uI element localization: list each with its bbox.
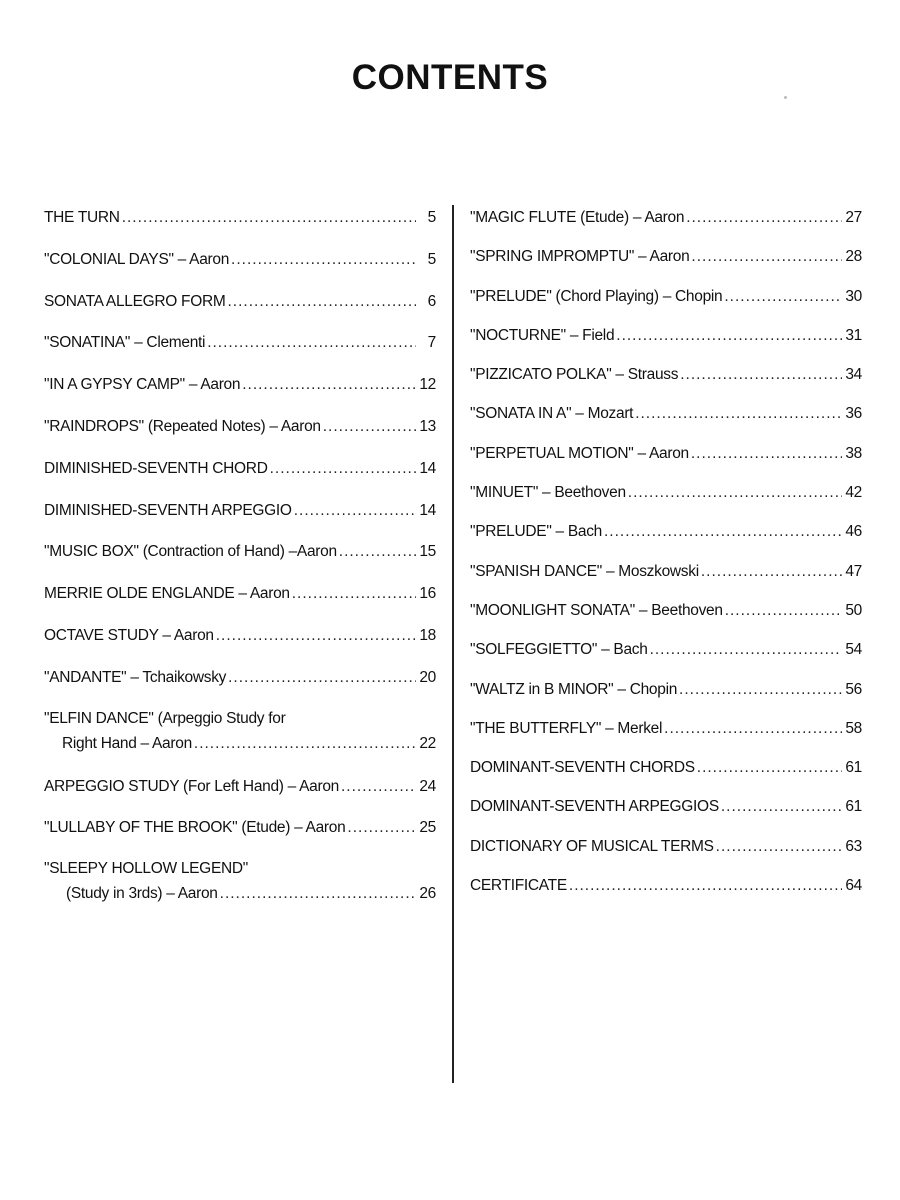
entry-title: "NOCTURNE" – Field (470, 326, 615, 344)
dot-leader (207, 330, 416, 356)
dot-leader (680, 362, 842, 388)
toc-entry[interactable] (470, 480, 862, 519)
page-number: 15 (419, 543, 436, 561)
page-number: 26 (419, 885, 436, 903)
toc-entry[interactable] (470, 755, 862, 794)
entry-title: "MOONLIGHT SONATA" – Beethoven (470, 601, 723, 619)
page-number: 42 (845, 484, 862, 502)
toc-entry[interactable] (44, 774, 436, 816)
toc-entry[interactable] (470, 401, 862, 440)
dot-leader (725, 598, 842, 624)
page-number: 24 (419, 777, 436, 795)
entry-title: "PRELUDE" (Chord Playing) – Chopin (470, 287, 723, 305)
entry-title: "PIZZICATO POLKA" – Strauss (470, 366, 679, 384)
toc-entry[interactable] (44, 247, 436, 289)
page-number: 12 (419, 376, 436, 394)
dot-leader (294, 498, 416, 524)
toc-entry[interactable] (44, 707, 436, 774)
toc-entry[interactable] (470, 716, 862, 755)
entry-title: "IN A GYPSY CAMP" – Aaron (44, 376, 241, 394)
dot-leader (650, 637, 842, 663)
dot-leader (231, 247, 416, 273)
entry-title: "PRELUDE" – Bach (470, 523, 602, 541)
page-number: 50 (845, 601, 862, 619)
page-number: 61 (845, 759, 862, 777)
page-number: 58 (845, 719, 862, 737)
page-title: CONTENTS (351, 58, 549, 97)
page-number: 14 (419, 501, 436, 519)
page-number: 61 (845, 798, 862, 816)
dot-leader (194, 731, 416, 757)
entry-title: MERRIE OLDE ENGLANDE – Aaron (44, 585, 290, 603)
dot-leader (242, 372, 416, 398)
toc-entry[interactable] (44, 205, 436, 247)
page-number: 5 (427, 250, 436, 268)
entry-title: (Study in 3rds) – Aaron (66, 885, 218, 903)
toc-entry[interactable] (44, 623, 436, 665)
toc-entry[interactable] (470, 559, 862, 598)
contents-left-column (44, 205, 436, 924)
dot-leader (341, 774, 416, 800)
entry-title: DICTIONARY OF MUSICAL TERMS (470, 837, 714, 855)
scan-speck (784, 96, 787, 99)
entry-title: "THE BUTTERFLY" – Merkel (470, 719, 663, 737)
toc-entry[interactable] (470, 519, 862, 558)
toc-entry[interactable] (470, 637, 862, 676)
dot-leader (724, 284, 842, 310)
entry-title: DIMINISHED-SEVENTH ARPEGGIO (44, 501, 292, 519)
toc-entry[interactable] (44, 857, 436, 924)
page-number: 28 (845, 248, 862, 266)
dot-leader (228, 289, 417, 315)
entry-title: DIMINISHED-SEVENTH CHORD (44, 459, 268, 477)
page-number: 31 (845, 326, 862, 344)
page-number: 18 (419, 626, 436, 644)
dot-leader (323, 414, 416, 440)
page-number: 36 (845, 405, 862, 423)
page-number: 27 (845, 209, 862, 226)
page-number: 46 (845, 523, 862, 541)
toc-entry[interactable] (44, 414, 436, 456)
toc-entry[interactable] (470, 441, 862, 480)
toc-entry[interactable] (44, 456, 436, 498)
dot-leader (347, 815, 416, 841)
entry-title: OCTAVE STUDY – Aaron (44, 626, 214, 644)
dot-leader (292, 581, 416, 607)
entry-title: "SONATA IN A" – Mozart (470, 405, 634, 423)
dot-leader (679, 677, 842, 703)
dot-leader (220, 881, 416, 907)
page-number: 14 (419, 459, 436, 477)
entry-title: "WALTZ in B MINOR" – Chopin (470, 680, 678, 698)
page-number: 22 (419, 734, 436, 752)
entry-title: "ANDANTE" – Tchaikowsky (44, 668, 227, 686)
page-number: 6 (427, 292, 436, 310)
page-number: 16 (419, 585, 436, 603)
dot-leader (691, 441, 842, 467)
toc-entry[interactable] (470, 873, 862, 912)
page-number: 7 (427, 334, 436, 352)
entry-title: Right Hand – Aaron (62, 734, 192, 752)
toc-entry[interactable] (44, 815, 436, 857)
page-number: 13 (419, 417, 436, 435)
toc-entry[interactable] (44, 539, 436, 581)
column-divider (452, 205, 454, 1083)
dot-leader (686, 205, 842, 231)
page-number: 63 (845, 837, 862, 855)
page-number: 20 (419, 668, 436, 686)
dot-leader (122, 205, 416, 231)
toc-entry[interactable] (470, 284, 862, 323)
entry-title: "SONATINA" – Clementi (44, 334, 206, 352)
dot-leader (697, 755, 842, 781)
toc-entry[interactable] (470, 677, 862, 716)
toc-entry[interactable] (470, 794, 862, 833)
entry-title: "SPRING IMPROMPTU" – Aaron (470, 248, 690, 266)
contents-right-column (470, 205, 862, 912)
toc-entry[interactable] (44, 372, 436, 414)
toc-entry[interactable] (44, 330, 436, 372)
page-number: 38 (845, 444, 862, 462)
dot-leader (569, 873, 842, 899)
toc-entry[interactable] (470, 205, 862, 244)
toc-entry[interactable] (470, 834, 862, 873)
toc-entry[interactable] (44, 665, 436, 707)
toc-entry[interactable] (470, 244, 862, 283)
page-number: 54 (845, 641, 862, 659)
dot-leader (216, 623, 416, 649)
page-number: 64 (845, 877, 862, 895)
entry-title: "PERPETUAL MOTION" – Aaron (470, 444, 689, 462)
page-number: 30 (845, 287, 862, 305)
toc-entry[interactable] (44, 498, 436, 540)
dot-leader (616, 323, 842, 349)
entry-title: "LULLABY OF THE BROOK" (Etude) – Aaron (44, 819, 346, 837)
dot-leader (270, 456, 416, 482)
dot-leader (604, 519, 842, 545)
dot-leader (339, 539, 416, 565)
dot-leader (628, 480, 842, 506)
entry-title: SONATA ALLEGRO FORM (44, 292, 226, 310)
entry-title: "SPANISH DANCE" – Moszkowski (470, 562, 699, 580)
entry-title: DOMINANT-SEVENTH ARPEGGIOS (470, 798, 719, 816)
page-number: 47 (845, 562, 862, 580)
dot-leader (691, 244, 842, 270)
toc-entry[interactable] (44, 289, 436, 331)
entry-title: CERTIFICATE (470, 877, 567, 895)
entry-title: "SOLFEGGIETTO" – Bach (470, 641, 648, 659)
entry-title: "MINUET" – Beethoven (470, 484, 626, 502)
page-number: 34 (845, 366, 862, 384)
dot-leader (721, 794, 842, 820)
toc-entry[interactable] (470, 598, 862, 637)
entry-title: "MUSIC BOX" (Contraction of Hand) –Aaron (44, 543, 337, 561)
dot-leader (228, 665, 416, 691)
entry-title: "COLONIAL DAYS" – Aaron (44, 250, 230, 268)
entry-title: ARPEGGIO STUDY (For Left Hand) – Aaron (44, 777, 339, 795)
toc-entry[interactable] (470, 323, 862, 362)
dot-leader (664, 716, 842, 742)
entry-title-line1: "SLEEPY HOLLOW LEGEND" (44, 860, 248, 878)
toc-entry[interactable] (470, 362, 862, 401)
entry-title: DOMINANT-SEVENTH CHORDS (470, 759, 695, 777)
toc-entry[interactable] (44, 581, 436, 623)
page-number: 5 (427, 209, 436, 226)
entry-title: THE TURN (44, 209, 120, 226)
entry-title: "MAGIC FLUTE (Etude) – Aaron (470, 209, 685, 226)
dot-leader (635, 401, 842, 427)
entry-title: "RAINDROPS" (Repeated Notes) – Aaron (44, 417, 321, 435)
entry-title-line1: "ELFIN DANCE" (Arpeggio Study for (44, 709, 286, 727)
dot-leader (716, 834, 842, 860)
page-number: 25 (419, 819, 436, 837)
page-number: 56 (845, 680, 862, 698)
dot-leader (701, 559, 842, 585)
